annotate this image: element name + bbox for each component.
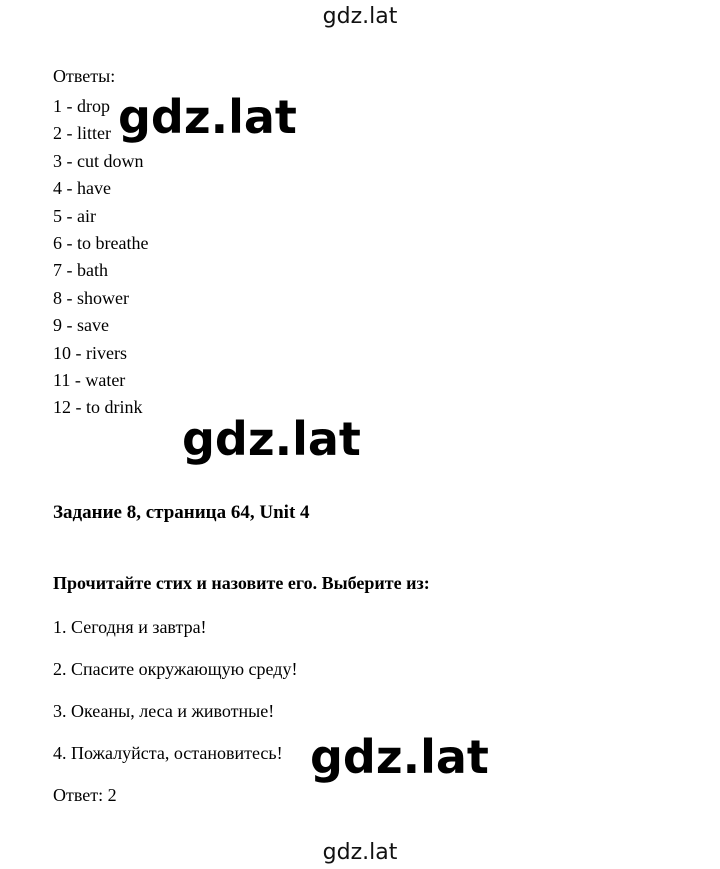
answer-item: 8 - shower (53, 287, 129, 308)
answer-item: 2 - litter (53, 123, 111, 144)
answer-item: 6 - to breathe (53, 232, 149, 253)
task-title: Задание 8, страница 64, Unit 4 (53, 502, 310, 523)
answers-heading: Ответы: (53, 66, 116, 86)
watermark: gdz.lat (118, 90, 297, 144)
watermark: gdz.lat (310, 730, 489, 784)
task-answer: Ответ: 2 (53, 785, 117, 805)
task-instruction: Прочитайте стих и назовите его. Выберите из: (53, 573, 430, 593)
answer-item: 9 - save (53, 315, 109, 336)
answer-item: 10 - rivers (53, 342, 127, 363)
watermark: gdz.lat (182, 412, 361, 466)
option-item: 2. Спасите окружающую среду! (53, 659, 298, 679)
answer-item: 3 - cut down (53, 150, 144, 171)
site-name-bottom: gdz.lat (322, 840, 398, 865)
answer-item: 5 - air (53, 205, 96, 226)
option-item: 1. Сегодня и завтра! (53, 617, 207, 637)
site-name-top: gdz.lat (322, 4, 398, 29)
answer-item: 4 - have (53, 178, 111, 199)
answer-item: 11 - water (53, 369, 126, 390)
option-item: 4. Пожалуйста, остановитесь! (53, 743, 283, 763)
answer-item: 1 - drop (53, 96, 110, 116)
answer-item: 12 - to drink (53, 397, 143, 418)
answer-item: 7 - bath (53, 260, 108, 281)
option-item: 3. Океаны, леса и животные! (53, 701, 275, 721)
